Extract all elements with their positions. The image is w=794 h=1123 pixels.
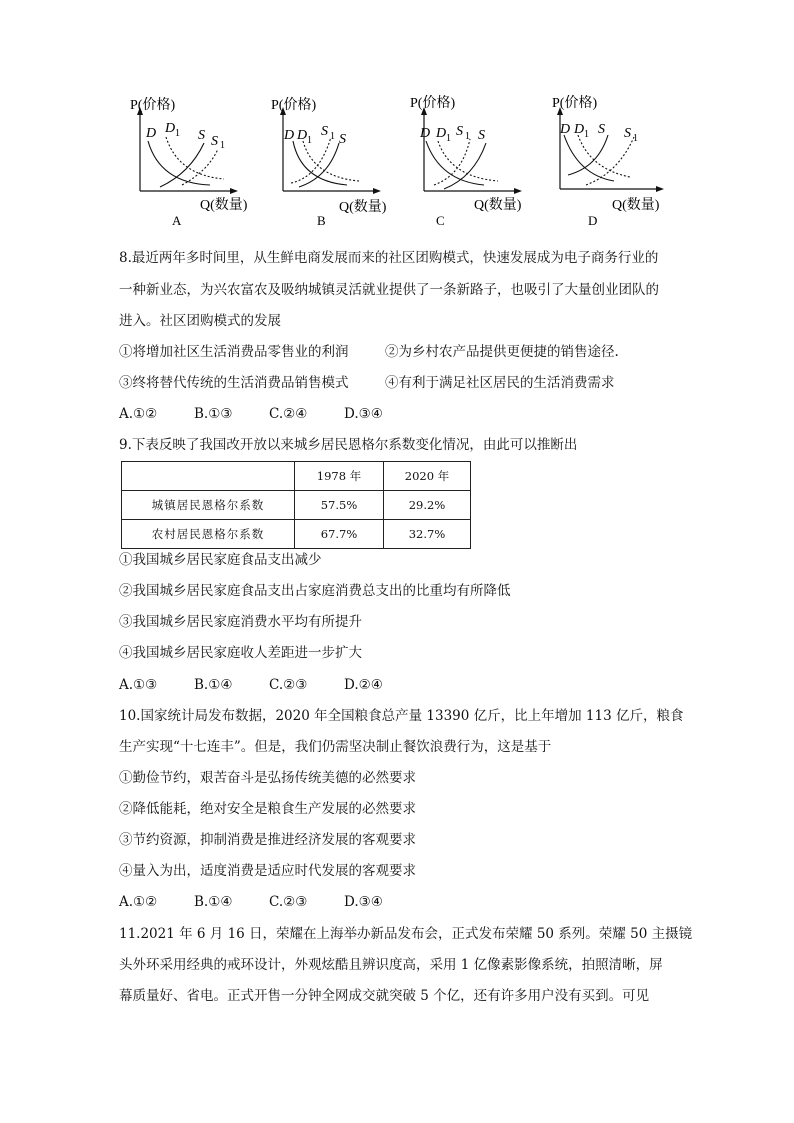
graph-d-d1-sub: 1 [584, 129, 589, 140]
graph-a-x-label: Q(数量) [200, 198, 248, 213]
table-cell: 67.7% [295, 520, 384, 549]
q10-option-a[interactable]: A.①② [119, 894, 158, 910]
graph-c-s1: S [456, 124, 463, 139]
graph-b-d1: D [297, 128, 308, 143]
q8-option-c[interactable]: C.②④ [269, 406, 308, 422]
table-header-cell-2: 2020 年 [384, 462, 471, 491]
graph-a-s: S [198, 128, 205, 143]
graph-a-s1: S [211, 134, 218, 149]
graph-b-x-label: Q(数量) [339, 200, 387, 215]
table-header-cell-0 [122, 462, 295, 491]
graph-c-caption: C [436, 213, 445, 228]
q9-statement-3: ③我国城乡居民家庭消费水平均有所提升 [119, 614, 362, 630]
q9-options [119, 675, 419, 695]
q9-statement-4: ④我国城乡居民家庭收人差距进一步扩大 [119, 645, 362, 661]
q9-option-c[interactable]: C.②③ [269, 677, 308, 693]
graph-d-s1: S [624, 126, 631, 141]
graph-a-svg [120, 95, 260, 228]
graph-c-x-label: Q(数量) [474, 198, 522, 213]
graph-a-y-label: P(价格) [130, 98, 176, 113]
table-header-cell-1: 1978 年 [295, 462, 384, 491]
graph-b [263, 95, 403, 228]
table-cell: 32.7% [384, 520, 471, 549]
table-cell: 城镇居民恩格尔系数 [122, 491, 295, 520]
graph-c-s: S [478, 128, 485, 143]
graph-b-y-label: P(价格) [271, 98, 317, 113]
graph-d-caption: D [588, 213, 598, 228]
graph-c-s1-sub: 1 [465, 131, 470, 142]
graph-c-d: D [420, 126, 431, 141]
q8-statement-4: ④有利于满足社区居民的生活消费需求 [385, 375, 615, 391]
table-header-row [122, 462, 471, 491]
engel-coefficient-table [121, 461, 471, 549]
q9-option-a[interactable]: A.①③ [119, 677, 158, 693]
q9-option-d[interactable]: D.②④ [344, 677, 383, 693]
q8-options [119, 404, 419, 424]
graph-c-svg [404, 95, 544, 228]
table-row [122, 491, 471, 520]
graph-a-d: D [146, 126, 157, 141]
graph-d-d1: D [574, 122, 585, 137]
q10-options [119, 892, 419, 912]
q8-statement-1: ①将增加社区生活消费品零售业的利润 [119, 344, 349, 360]
q10-stem-line-2: 生产实现“十七连丰”。但是，我们仍需坚决制止餐饮浪费行为，这是基于 [119, 739, 552, 755]
graph-c [404, 95, 544, 228]
table-row [122, 520, 471, 549]
graph-a [120, 95, 260, 228]
q9-option-b[interactable]: B.①④ [194, 677, 233, 693]
graph-d-svg [546, 95, 686, 228]
q9-statement-1: ①我国城乡居民家庭食品支出减少 [119, 552, 322, 568]
graph-d-y-label: P(价格) [552, 96, 598, 111]
q10-option-c[interactable]: C.②③ [269, 894, 308, 910]
graph-c-d1: D [436, 126, 447, 141]
graph-d-s1-sub: 1 [633, 133, 638, 144]
graph-a-s1-sub: 1 [220, 140, 225, 151]
graph-b-svg [263, 95, 403, 228]
graph-c-y-label: P(价格) [410, 96, 456, 111]
q8-option-d[interactable]: D.③④ [344, 406, 383, 422]
q10-option-d[interactable]: D.③④ [344, 894, 383, 910]
graph-b-d: D [284, 128, 295, 143]
q10-statement-4: ④量入为出，适度消费是适应时代发展的客观要求 [119, 863, 416, 879]
q8-stem-line-3: 进入。社区团购模式的发展 [119, 313, 281, 329]
q10-statement-3: ③节约资源，抑制消费是推进经济发展的客观要求 [119, 832, 416, 848]
graph-d-s: S [598, 122, 605, 137]
q8-stem-line-1: 8.最近两年多时间里，从生鲜电商发展而来的社区团购模式，快速发展成为电子商务行业的 [119, 250, 659, 266]
graph-b-d1-sub: 1 [307, 135, 312, 146]
q11-stem-line-2: 头外环采用经典的戒环设计，外观炫酷且辨识度高，采用 1 亿像素影像系统，拍照清晰，屏 [119, 957, 663, 973]
q10-statement-1: ①勤俭节约，艰苦奋斗是弘扬传统美德的必然要求 [119, 770, 416, 786]
graph-a-d1-sub: 1 [175, 128, 180, 139]
q9-statement-2: ②我国城乡居民家庭食品支出占家庭消费总支出的比重均有所降低 [119, 583, 511, 599]
graph-a-d1: D [165, 121, 176, 136]
q8-option-a[interactable]: A.①② [119, 406, 158, 422]
q8-statement-3: ③终将替代传统的生活消费品销售模式 [119, 375, 349, 391]
table-cell: 农村居民恩格尔系数 [122, 520, 295, 549]
q11-stem-line-1: 11.2021 年 6 月 16 日，荣耀在上海举办新品发布会，正式发布荣耀 50 系列。荣耀 50 主摄镜 [119, 926, 693, 942]
q10-statement-2: ②降低能耗，绝对安全是粮食生产发展的必然要求 [119, 801, 416, 817]
graph-b-s1-sub: 1 [330, 131, 335, 142]
q10-option-b[interactable]: B.①④ [194, 894, 233, 910]
q8-option-b[interactable]: B.①③ [194, 406, 233, 422]
q8-stem-line-2: 一种新业态，为兴农富农及吸纳城镇灵活就业提供了一条新路子，也吸引了大量创业团队的 [119, 282, 659, 298]
graph-d-x-label: Q(数量) [612, 198, 660, 213]
graph-b-s1: S [321, 124, 328, 139]
q9-stem: 9.下表反映了我国改开放以来城乡居民恩格尔系数变化情况，由此可以推断出 [119, 437, 578, 453]
graph-d [546, 95, 686, 228]
q11-stem-line-3: 幕质量好、省电。正式开售一分钟全网成交就突破 5 个亿，还有许多用户没有买到。可见 [119, 988, 650, 1004]
graph-b-s: S [339, 132, 346, 147]
graph-d-d: D [560, 122, 571, 137]
table-cell: 57.5% [295, 491, 384, 520]
q8-statement-2: ②为乡村农产品提供更便捷的销售途径. [385, 344, 619, 360]
graph-c-d1-sub: 1 [446, 133, 451, 144]
table-cell: 29.2% [384, 491, 471, 520]
graph-b-caption: B [317, 213, 326, 228]
q10-stem-line-1: 10.国家统计局发布数据，2020 年全国粮食总产量 13390 亿斤，比上年增加 113 亿斤，粮食 [119, 708, 684, 724]
graph-a-caption: A [172, 213, 182, 228]
